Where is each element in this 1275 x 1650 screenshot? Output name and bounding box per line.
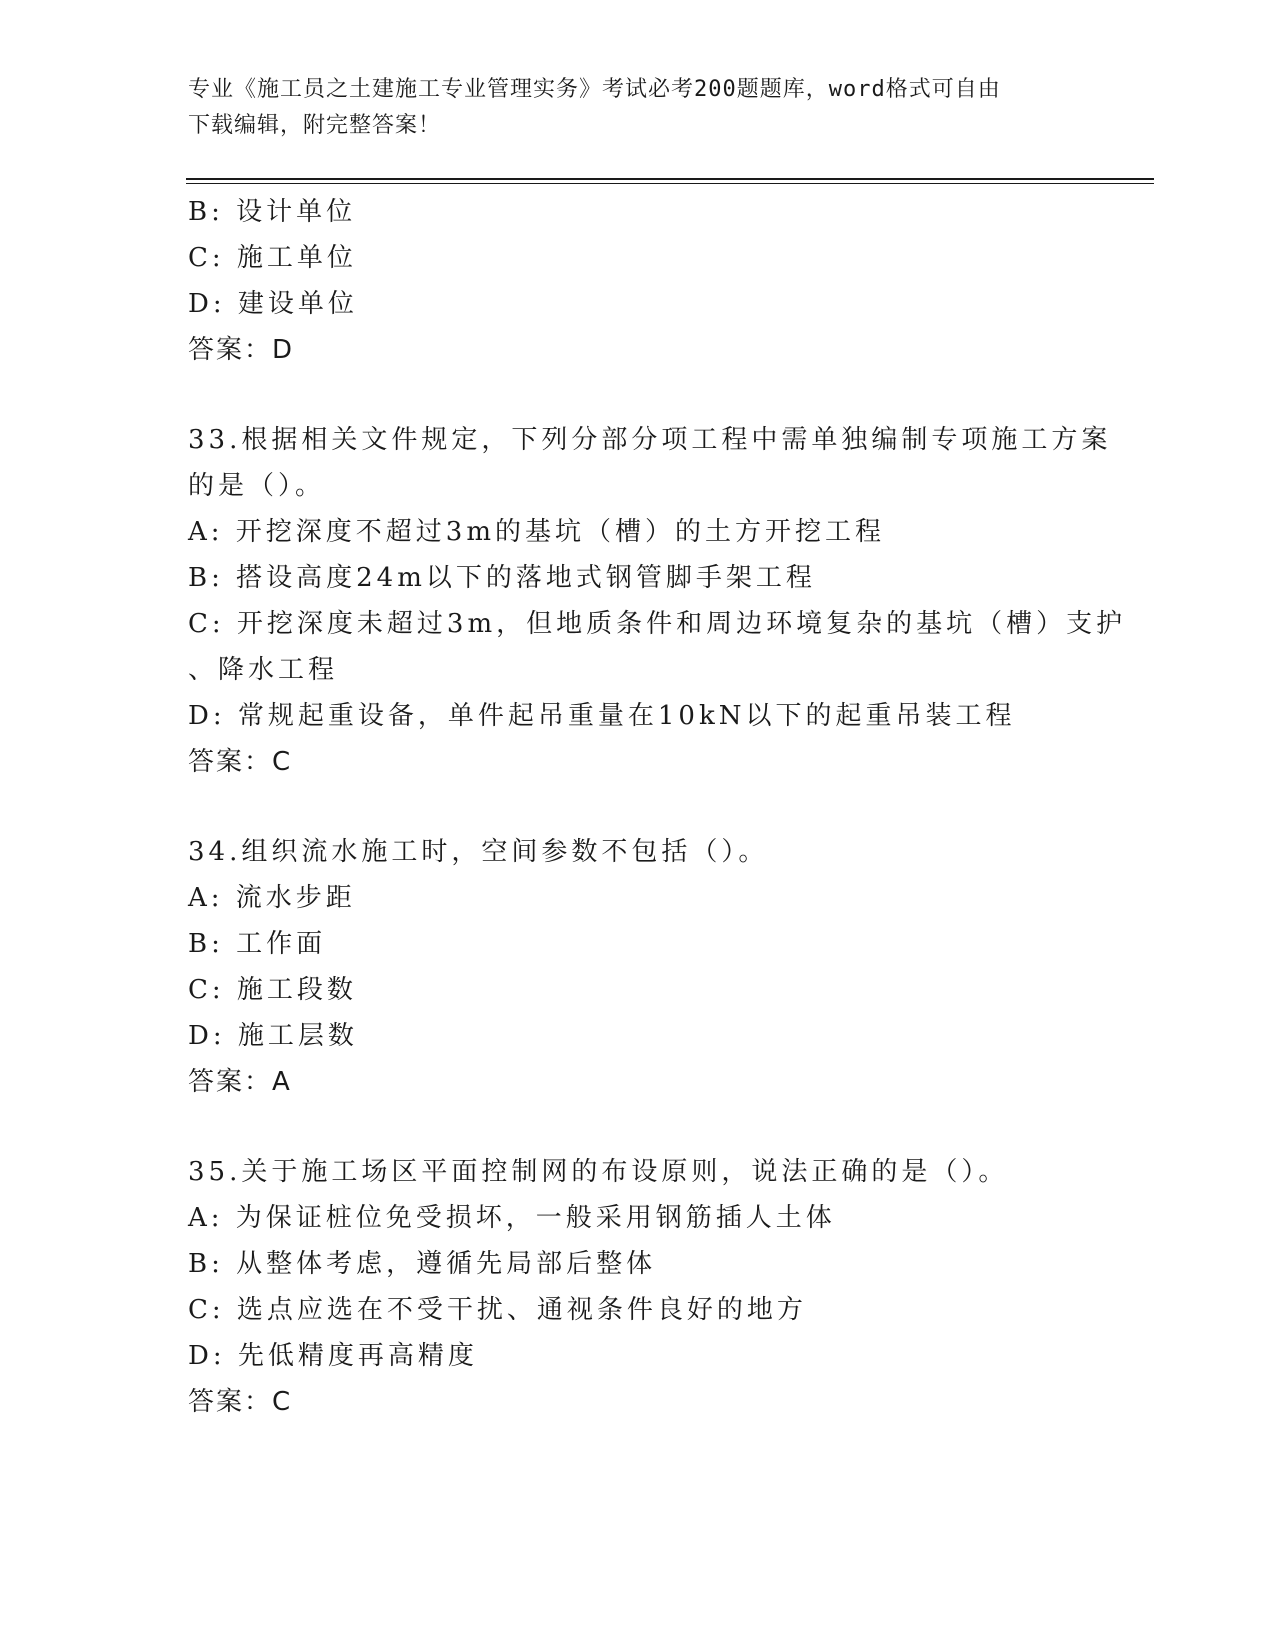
option-b: B: 搭设高度24m以下的落地式钢管脚手架工程: [188, 563, 816, 593]
option-c-continued: 、降水工程: [188, 655, 339, 685]
answer-line: 答案：D: [188, 335, 295, 365]
question-33: [188, 417, 1127, 785]
question-gap: [188, 1105, 1088, 1149]
option-a: A: 为保证桩位免受损坏，一般采用钢筋插人土体: [188, 1203, 836, 1233]
question-34: [188, 829, 1088, 1105]
option-c: C: 选点应选在不受干扰、通视条件良好的地方: [188, 1295, 807, 1325]
option-c: C: 开挖深度未超过3m，但地质条件和周边环境复杂的基坑（槽）支护: [188, 609, 1127, 639]
option-c: C: 施工段数: [188, 975, 357, 1005]
header-divider-thin: [186, 183, 1154, 184]
question-stem: 34.组织流水施工时，空间参数不包括（）。: [188, 837, 769, 867]
prev-question-block: [188, 189, 1088, 373]
question-gap: [188, 373, 1088, 417]
option-b: B: 设计单位: [188, 197, 357, 227]
question-stem: 35.关于施工场区平面控制网的布设原则，说法正确的是（）。: [188, 1157, 1009, 1187]
question-stem-continued: 的是（）。: [188, 471, 326, 501]
option-d: D: 施工层数: [188, 1021, 358, 1051]
answer-line: 答案：C: [188, 747, 293, 777]
option-d: D: 建设单位: [188, 289, 358, 319]
option-d: D: 常规起重设备，单件起吊重量在10kN以下的起重吊装工程: [188, 701, 1016, 731]
header-line-1: 专业《施工员之土建施工专业管理实务》考试必考200题题库，word格式可自由: [188, 77, 1001, 102]
option-a: A: 开挖深度不超过3m的基坑（槽）的土方开挖工程: [188, 517, 885, 547]
document-header: [188, 72, 1068, 144]
question-stem: 33.根据相关文件规定，下列分部分项工程中需单独编制专项施工方案: [188, 425, 1112, 455]
option-b: B: 工作面: [188, 929, 327, 959]
question-list: [188, 189, 1127, 1425]
answer-line: 答案：A: [188, 1067, 292, 1097]
option-b: B: 从整体考虑，遵循先局部后整体: [188, 1249, 657, 1279]
question-gap: [188, 785, 1088, 829]
header-divider-thick: [186, 178, 1154, 180]
answer-line: 答案：C: [188, 1387, 293, 1417]
question-35: [188, 1149, 1088, 1425]
option-c: C: 施工单位: [188, 243, 357, 273]
option-a: A: 流水步距: [188, 883, 356, 913]
header-line-2: 下载编辑，附完整答案！: [188, 113, 442, 138]
option-d: D: 先低精度再高精度: [188, 1341, 478, 1371]
